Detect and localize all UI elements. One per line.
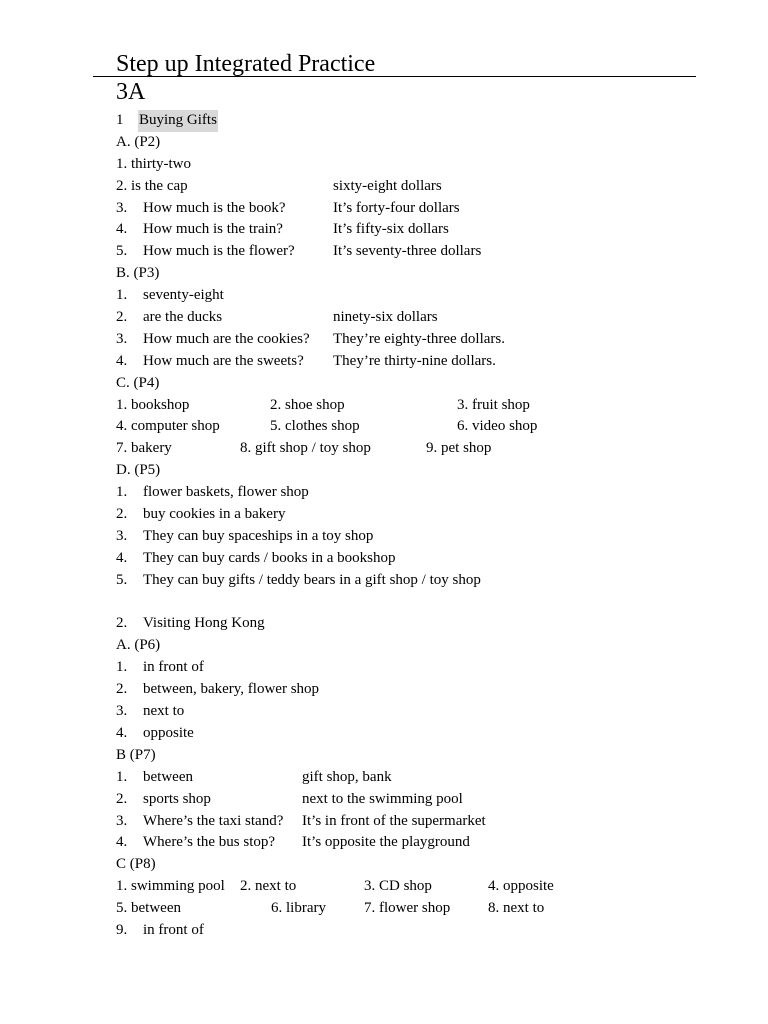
answer-text: 3. fruit shop <box>457 396 530 413</box>
answer-text: 9. pet shop <box>426 440 492 457</box>
item-number: 2. <box>116 506 128 523</box>
answer-text: flower baskets, flower shop <box>143 484 309 501</box>
answer-line <box>116 176 716 198</box>
answer-text: They’re eighty-three dollars. <box>333 330 506 347</box>
answer-text: 2. next to <box>240 878 297 895</box>
item-number: 3. <box>116 527 128 544</box>
answer-text: 7. flower shop <box>364 900 451 917</box>
answer-text: 4. opposite <box>488 878 554 895</box>
answer-text: 2. shoe shop <box>270 396 345 413</box>
section-label <box>116 132 716 154</box>
item-number: 5. <box>116 571 128 588</box>
answer-line <box>116 416 716 438</box>
answer-line <box>116 504 716 526</box>
section-label-text: B (P7) <box>116 746 156 763</box>
title-underline <box>93 76 696 77</box>
answer-text: opposite <box>143 724 194 741</box>
answer-text: 1. bookshop <box>116 396 190 413</box>
answer-text: 2. is the cap <box>116 177 188 194</box>
section-label <box>116 635 716 657</box>
item-number: 4. <box>116 221 128 238</box>
answer-line <box>116 154 716 176</box>
item-number: 4. <box>116 834 128 851</box>
answer-line <box>116 898 716 920</box>
answer-text: How much is the flower? <box>143 243 295 260</box>
answer-line <box>116 438 716 460</box>
answer-line <box>116 679 716 701</box>
answer-text: next to the swimming pool <box>302 790 463 807</box>
section-label <box>116 373 716 395</box>
item-number: 5. <box>116 243 128 260</box>
item-number: 2. <box>116 790 128 807</box>
unit-number: 1 <box>116 112 124 128</box>
answer-line <box>116 351 716 373</box>
section-label-text: A. (P2) <box>116 133 161 150</box>
answer-line <box>116 198 716 220</box>
answer-text: It’s opposite the playground <box>302 834 470 851</box>
answer-line <box>116 920 716 942</box>
answer-text: How much is the train? <box>143 221 283 238</box>
section-label <box>116 854 716 876</box>
answer-line <box>116 482 716 504</box>
section-label <box>116 460 716 482</box>
section-label <box>116 263 716 285</box>
answer-text: They can buy spaceships in a toy shop <box>143 527 374 544</box>
section-label-text: C (P8) <box>116 856 156 873</box>
answer-text: It’s in front of the supermarket <box>302 812 486 829</box>
section-label-text: C. (P4) <box>116 374 160 391</box>
answer-text: It’s forty-four dollars <box>333 199 460 216</box>
answer-line <box>116 876 716 898</box>
answer-text: 1. thirty-two <box>116 155 191 172</box>
item-number: 4. <box>116 724 128 741</box>
answer-text: seventy-eight <box>143 287 224 304</box>
answer-key <box>116 110 716 942</box>
answer-line <box>116 789 716 811</box>
answer-text: are the ducks <box>143 309 223 326</box>
unit-heading <box>116 110 716 132</box>
answer-text: How much are the cookies? <box>143 330 310 347</box>
answer-line <box>116 329 716 351</box>
answer-text: sports shop <box>143 790 211 807</box>
answer-text: 8. next to <box>488 900 545 917</box>
answer-text: How much are the sweets? <box>143 352 304 369</box>
answer-text: They can buy cards / books in a bookshop <box>143 549 396 566</box>
answer-line <box>116 241 716 263</box>
section-label-text: A. (P6) <box>116 637 161 654</box>
answer-text: buy cookies in a bakery <box>143 506 286 523</box>
answer-text: How much is the book? <box>143 199 286 216</box>
answer-line <box>116 723 716 745</box>
item-number: 1. <box>116 659 128 676</box>
answer-text: in front of <box>143 921 204 938</box>
answer-line <box>116 657 716 679</box>
document-subtitle: 3A <box>116 79 146 105</box>
answer-text: 8. gift shop / toy shop <box>240 440 371 457</box>
unit-number: 2. <box>116 615 128 632</box>
item-number: 4. <box>116 549 128 566</box>
answer-text: Where’s the taxi stand? <box>143 812 284 829</box>
answer-line <box>116 701 716 723</box>
answer-line <box>116 811 716 833</box>
unit-title: Visiting Hong Kong <box>143 615 265 632</box>
document-title: Step up Integrated Practice <box>116 51 376 77</box>
answer-line <box>116 832 716 854</box>
answer-text: next to <box>143 703 185 720</box>
unit-title: Buying Gifts <box>138 110 218 132</box>
answer-text: 6. video shop <box>457 418 538 435</box>
answer-text: between <box>143 768 193 785</box>
section-label-text: B. (P3) <box>116 265 160 282</box>
item-number: 1. <box>116 768 128 785</box>
item-number: 3. <box>116 199 128 216</box>
item-number: 1. <box>116 287 128 304</box>
answer-text: 7. bakery <box>116 440 172 457</box>
answer-line <box>116 219 716 241</box>
item-number: 2. <box>116 309 128 326</box>
answer-line <box>116 526 716 548</box>
section-label <box>116 745 716 767</box>
answer-text: in front of <box>143 659 204 676</box>
answer-line <box>116 307 716 329</box>
answer-line <box>116 570 716 592</box>
answer-text: It’s seventy-three dollars <box>333 243 482 260</box>
item-number: 4. <box>116 352 128 369</box>
item-number: 3. <box>116 330 128 347</box>
answer-text: ninety-six dollars <box>333 309 438 326</box>
unit-heading <box>116 613 716 635</box>
answer-text: They can buy gifts / teddy bears in a gift shop / toy shop <box>143 571 481 588</box>
answer-line <box>116 767 716 789</box>
answer-text: It’s fifty-six dollars <box>333 221 449 238</box>
answer-text: 5. clothes shop <box>270 418 360 435</box>
item-number: 3. <box>116 812 128 829</box>
answer-line <box>116 395 716 417</box>
answer-text: Where’s the bus stop? <box>143 834 276 851</box>
answer-text: 6. library <box>271 900 326 917</box>
answer-line <box>116 548 716 570</box>
answer-text: 5. between <box>116 900 181 917</box>
answer-text: 3. CD shop <box>364 878 432 895</box>
answer-text: between, bakery, flower shop <box>143 681 320 698</box>
answer-text: 4. computer shop <box>116 418 220 435</box>
answer-text: 1. swimming pool <box>116 878 225 895</box>
answer-line <box>116 285 716 307</box>
item-number: 2. <box>116 681 128 698</box>
answer-text: sixty-eight dollars <box>333 177 442 194</box>
item-number: 1. <box>116 484 128 501</box>
answer-text: They’re thirty-nine dollars. <box>333 352 496 369</box>
item-number: 9. <box>116 921 128 938</box>
item-number: 3. <box>116 703 128 720</box>
spacer <box>116 592 716 614</box>
answer-text: gift shop, bank <box>302 768 392 785</box>
section-label-text: D. (P5) <box>116 462 161 479</box>
